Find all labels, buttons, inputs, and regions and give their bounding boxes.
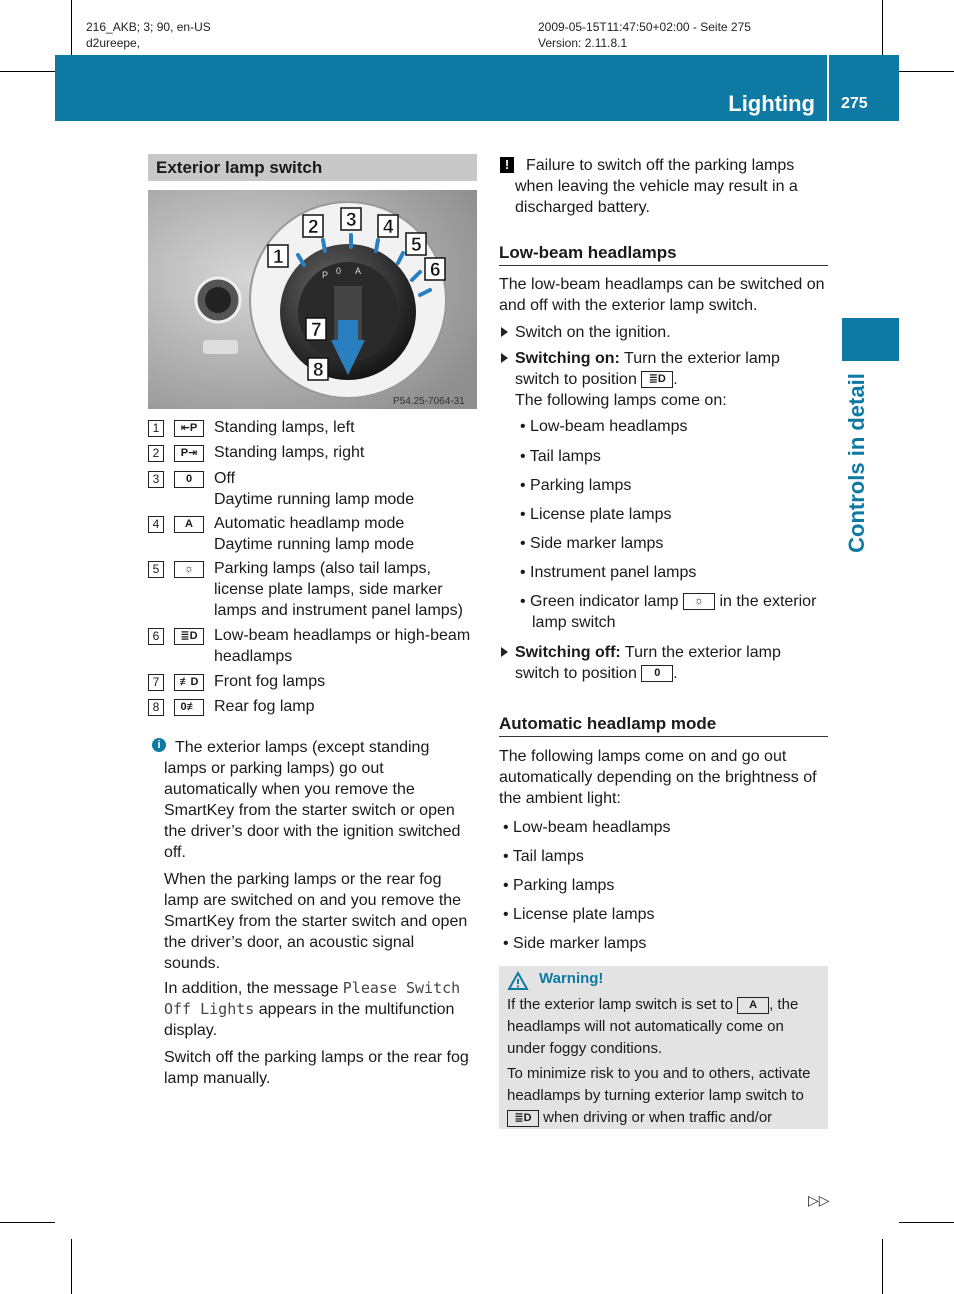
text-line: the driver’s door, an acoustic signal [164, 934, 415, 951]
step-arrow-icon [501, 647, 508, 657]
crop-mark [899, 71, 954, 72]
text-line: lamps or parking lamps) go out [164, 760, 384, 777]
auto-headlamp-icon: A [174, 516, 204, 533]
text-line [164, 978, 480, 999]
legend-number: 5 [148, 561, 164, 578]
text-line: under foggy conditions. [507, 1040, 663, 1057]
crop-mark [882, 0, 883, 55]
list-item-text: License plate lamps [513, 906, 655, 923]
text-line: sounds. [164, 955, 221, 972]
side-section-label [842, 370, 872, 560]
meta-line: d2ureepe, [86, 36, 141, 50]
section-title: Exterior lamp switch [148, 154, 477, 181]
text-span: Turn the exterior lamp [619, 350, 780, 367]
list-item: • Low-beam headlamps [503, 819, 671, 836]
step-text [515, 348, 829, 411]
crop-mark [0, 71, 55, 72]
text-span: If the exterior lamp switch is set to [507, 996, 738, 1013]
legend-line: Rear fog lamp [214, 698, 315, 715]
warning-paragraph [507, 1063, 825, 1129]
meta-line: Version: 2.11.8.1 [538, 36, 628, 50]
legend-line: Automatic headlamp mode [214, 515, 405, 532]
text-line: switch to position ≣D . [515, 371, 678, 388]
subsection-title: Low-beam headlamps [499, 243, 677, 262]
legend-line: Off [214, 470, 236, 487]
text-line: Switch off the parking lamps or the rear fog [164, 1049, 469, 1066]
header-separator [827, 55, 829, 121]
step-text [515, 642, 829, 684]
text-line: The following lamps come on: [515, 392, 727, 409]
list-item: • Tail lamps [520, 448, 601, 465]
parking-lamp-icon: ☼ [174, 561, 204, 578]
paragraph [499, 274, 831, 316]
text-line: off. [164, 844, 186, 861]
warning-box [499, 966, 828, 1129]
lamp-switch-illustration [148, 190, 477, 409]
standing-lamp-left-icon: ⇤P [174, 420, 204, 437]
chapter-header [55, 55, 899, 121]
text-line: when leaving the vehicle may result in a [515, 178, 798, 195]
notice-icon: ! [500, 157, 514, 173]
dial-number: 7 [311, 320, 322, 341]
text-line: lamp are switched on and you remove the [164, 892, 462, 909]
text-line: lamp switch [532, 614, 616, 631]
list-item-text: Low-beam headlamps [530, 418, 688, 435]
legend-line: Daytime running lamp mode [214, 536, 415, 553]
front-fog-lamp-icon: ≢D [174, 674, 204, 691]
divider [499, 265, 828, 266]
page-number: 275 [841, 95, 868, 112]
dial-number: 2 [308, 217, 319, 238]
text-line [164, 999, 480, 1020]
step-label: Switching off: [515, 644, 621, 661]
crop-mark [0, 1222, 55, 1223]
list-item-text: License plate lamps [530, 506, 672, 523]
text-line: the driver’s door with the ignition switched [164, 823, 461, 840]
print-meta-right [538, 19, 751, 51]
side-tab-marker [842, 318, 899, 361]
legend-line: Front fog lamps [214, 673, 326, 690]
info-paragraph [164, 737, 480, 863]
list-item-text: Tail lamps [512, 848, 584, 865]
crop-mark [71, 0, 72, 55]
side-section-label-text: Controls in detail [844, 373, 869, 553]
text-span: , the [769, 996, 799, 1013]
standing-lamp-right-icon: P⇥ [174, 445, 204, 462]
text-line: Failure to switch off the parking lamps [526, 157, 795, 174]
text-line: The low-beam headlamps can be switched on [499, 276, 825, 293]
list-item: • License plate lamps [503, 906, 655, 923]
list-item: • Parking lamps [503, 877, 615, 894]
text-line [515, 642, 829, 663]
legend-text [214, 696, 484, 717]
text-line: display. [164, 1022, 218, 1039]
list-item: • Side marker lamps [503, 935, 647, 952]
legend-text [214, 513, 484, 555]
legend-line: Low-beam headlamps or high-beam [214, 627, 471, 644]
warning-title: Warning! [539, 970, 604, 987]
list-item [520, 591, 832, 633]
text-line: SmartKey from the starter switch and open [164, 913, 468, 930]
legend-number: 7 [148, 674, 164, 691]
text-span: In addition, the message [164, 980, 343, 997]
legend-line: Standing lamps, left [214, 419, 355, 436]
legend-number: 1 [148, 420, 164, 437]
legend-text [214, 417, 484, 438]
dial-number: 1 [273, 247, 284, 268]
text-span: when driving or when traffic and/or [539, 1109, 773, 1126]
legend-text [214, 558, 484, 621]
subsection-title: Automatic headlamp mode [499, 714, 717, 733]
legend-text [214, 671, 484, 692]
text-span: Turn the exterior lamp [620, 644, 781, 661]
info-icon: i [152, 738, 166, 752]
legend-number: 6 [148, 628, 164, 645]
text-line [507, 1107, 825, 1129]
display-message: Please Switch [342, 979, 461, 997]
notice-paragraph [515, 155, 829, 218]
divider [499, 736, 828, 737]
text-line: SmartKey from the starter switch or open [164, 802, 455, 819]
dial-number: 8 [313, 360, 324, 381]
step-arrow-icon [501, 353, 508, 363]
text-line [515, 348, 829, 369]
text-span: switch to position [515, 371, 642, 388]
step-arrow-icon [501, 327, 508, 337]
list-item: • License plate lamps [520, 506, 672, 523]
text-line: switch to position 0 . [515, 665, 678, 682]
legend-text [214, 468, 484, 510]
crop-mark [899, 1222, 954, 1223]
warning-paragraph [507, 994, 825, 1060]
list-item: • Low-beam headlamps [520, 418, 688, 435]
crop-mark [71, 1239, 72, 1294]
photo-reference-label: P54.25-7064-31 [393, 396, 465, 407]
low-beam-icon: ≣D [507, 1110, 539, 1127]
list-item-text: Parking lamps [530, 477, 632, 494]
text-line [507, 994, 825, 1016]
text-line: and off with the exterior lamp switch. [499, 297, 758, 314]
lamp-switch-photo [148, 190, 477, 409]
low-beam-icon: ≣D [641, 371, 673, 388]
legend-number: 4 [148, 516, 164, 533]
text-line: • Green indicator lamp ☼ in the exterior [520, 593, 817, 610]
legend-line: license plate lamps, side marker [214, 581, 443, 598]
paragraph [499, 746, 831, 809]
text-line: The exterior lamps (except standing [175, 739, 430, 756]
print-meta-left [86, 19, 211, 51]
text-span: switch to position [515, 665, 642, 682]
info-paragraph [164, 869, 480, 974]
off-position-icon: 0 [174, 471, 204, 488]
legend-text [214, 442, 484, 463]
legend-number: 8 [148, 699, 164, 716]
dial-number: 3 [346, 210, 357, 231]
text-line: To minimize risk to you and to others, activate [507, 1065, 811, 1082]
list-item-text: Parking lamps [513, 877, 615, 894]
parking-lamp-icon: ☼ [683, 593, 715, 610]
step-text: Switch on the ignition. [515, 324, 671, 341]
dial-number: 6 [430, 260, 441, 281]
warning-triangle-icon [507, 971, 529, 991]
text-line: automatically when you remove the [164, 781, 415, 798]
legend-text [214, 625, 484, 667]
text-span: appears in the multifunction [254, 1001, 455, 1018]
text-line: When the parking lamps or the rear fog [164, 871, 442, 888]
auto-headlamp-icon: A [737, 997, 769, 1014]
dial-number: 4 [383, 217, 394, 238]
list-item-text: Side marker lamps [513, 935, 647, 952]
info-paragraph [164, 1047, 480, 1089]
legend-number: 2 [148, 445, 164, 462]
list-item: • Parking lamps [520, 477, 632, 494]
list-item-text: Side marker lamps [530, 535, 664, 552]
legend-line: Parking lamps (also tail lamps, [214, 560, 431, 577]
list-item-text: Instrument panel lamps [530, 564, 697, 581]
svg-text:0: 0 [336, 266, 342, 276]
text-span: Green indicator lamp [530, 593, 684, 610]
off-position-icon: 0 [641, 665, 673, 682]
legend-line: Standing lamps, right [214, 444, 365, 461]
list-item: • Instrument panel lamps [520, 564, 697, 581]
legend-number: 3 [148, 471, 164, 488]
low-beam-icon: ≣D [174, 628, 204, 645]
crop-mark [882, 1239, 883, 1294]
meta-line: 2009-05-15T11:47:50+02:00 - Seite 275 [538, 20, 751, 34]
list-item-text: Tail lamps [529, 448, 601, 465]
info-paragraph [164, 978, 480, 1041]
text-line: the ambient light: [499, 790, 621, 807]
text-span: in the exterior [715, 593, 817, 610]
rear-fog-lamp-icon: 0≢ [174, 699, 204, 716]
text-line: headlamps will not automatically come on [507, 1018, 784, 1035]
display-message: Off Lights [164, 1000, 255, 1018]
legend-line: headlamps [214, 648, 293, 665]
text-line: discharged battery. [515, 199, 650, 216]
svg-text:P: P [322, 270, 329, 280]
legend-line: Daytime running lamp mode [214, 491, 415, 508]
svg-text:A: A [355, 266, 362, 276]
list-item-text: Low-beam headlamps [513, 819, 671, 836]
text-line: The following lamps come on and go out [499, 748, 787, 765]
text-line: headlamps by turning exterior lamp switch to [507, 1087, 804, 1104]
continued-icon: ▷▷ [808, 1192, 830, 1208]
text-line: automatically depending on the brightness of [499, 769, 817, 786]
meta-line: 216_AKB; 3; 90, en-US [86, 20, 211, 34]
text-line: lamp manually. [164, 1070, 271, 1087]
step-label: Switching on: [515, 350, 620, 367]
chapter-title: Lighting [728, 91, 815, 116]
legend-line: lamps and instrument panel lamps) [214, 602, 464, 619]
dial-number: 5 [411, 235, 422, 256]
list-item: • Tail lamps [503, 848, 584, 865]
list-item: • Side marker lamps [520, 535, 664, 552]
